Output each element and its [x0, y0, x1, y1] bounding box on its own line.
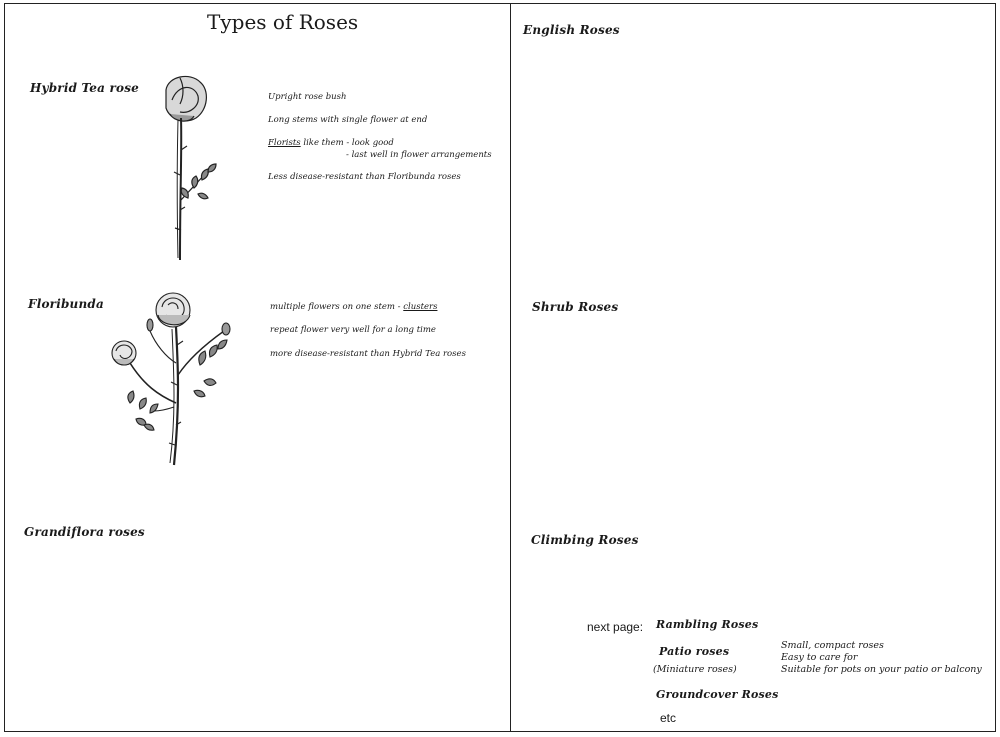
floribunda-rose-drawing — [100, 285, 250, 470]
english-roses-heading: English Roses — [523, 23, 620, 37]
hybrid-tea-note-5: Less disease-resistant than Floribunda roses — [268, 172, 461, 182]
hybrid-tea-note-4: - last well in flower arrangements — [346, 150, 492, 160]
hybrid-tea-heading: Hybrid Tea rose — [30, 81, 140, 95]
patio-roses: Patio roses — [659, 645, 730, 658]
hybrid-tea-rose-drawing — [150, 70, 230, 265]
hybrid-tea-note-3-rest: like them - look good — [300, 138, 394, 148]
hybrid-tea-note-1: Upright rose bush — [268, 92, 347, 102]
clusters-underlined: clusters — [403, 302, 438, 312]
miniature-roses: (Miniature roses) — [653, 664, 737, 675]
shrub-roses-heading: Shrub Roses — [532, 300, 619, 314]
rambling-roses: Rambling Roses — [656, 618, 759, 631]
floribunda-heading: Floribunda — [28, 297, 104, 311]
etc-label: etc — [660, 711, 677, 725]
grandiflora-heading: Grandiflora roses — [24, 525, 145, 539]
patio-note-1: Small, compact roses — [781, 640, 884, 651]
patio-note-2: Easy to care for — [781, 652, 858, 663]
florists-underlined: Florists — [268, 138, 301, 148]
floribunda-note-3: more disease-resistant than Hybrid Tea roses — [270, 349, 466, 359]
page-title: Types of Roses — [207, 10, 359, 34]
floribunda-note-1-start: multiple flowers on one stem - — [270, 302, 404, 312]
climbing-roses-heading: Climbing Roses — [531, 533, 639, 547]
column-divider — [510, 3, 511, 732]
floribunda-note-1 — [270, 302, 437, 312]
groundcover-roses: Groundcover Roses — [656, 688, 779, 701]
hybrid-tea-note-3 — [268, 138, 394, 148]
patio-note-3: Suitable for pots on your patio or balcony — [781, 664, 982, 675]
next-page-label: next page: — [587, 620, 644, 634]
hybrid-tea-note-2: Long stems with single flower at end — [268, 115, 428, 125]
floribunda-note-2: repeat flower very well for a long time — [270, 325, 436, 335]
